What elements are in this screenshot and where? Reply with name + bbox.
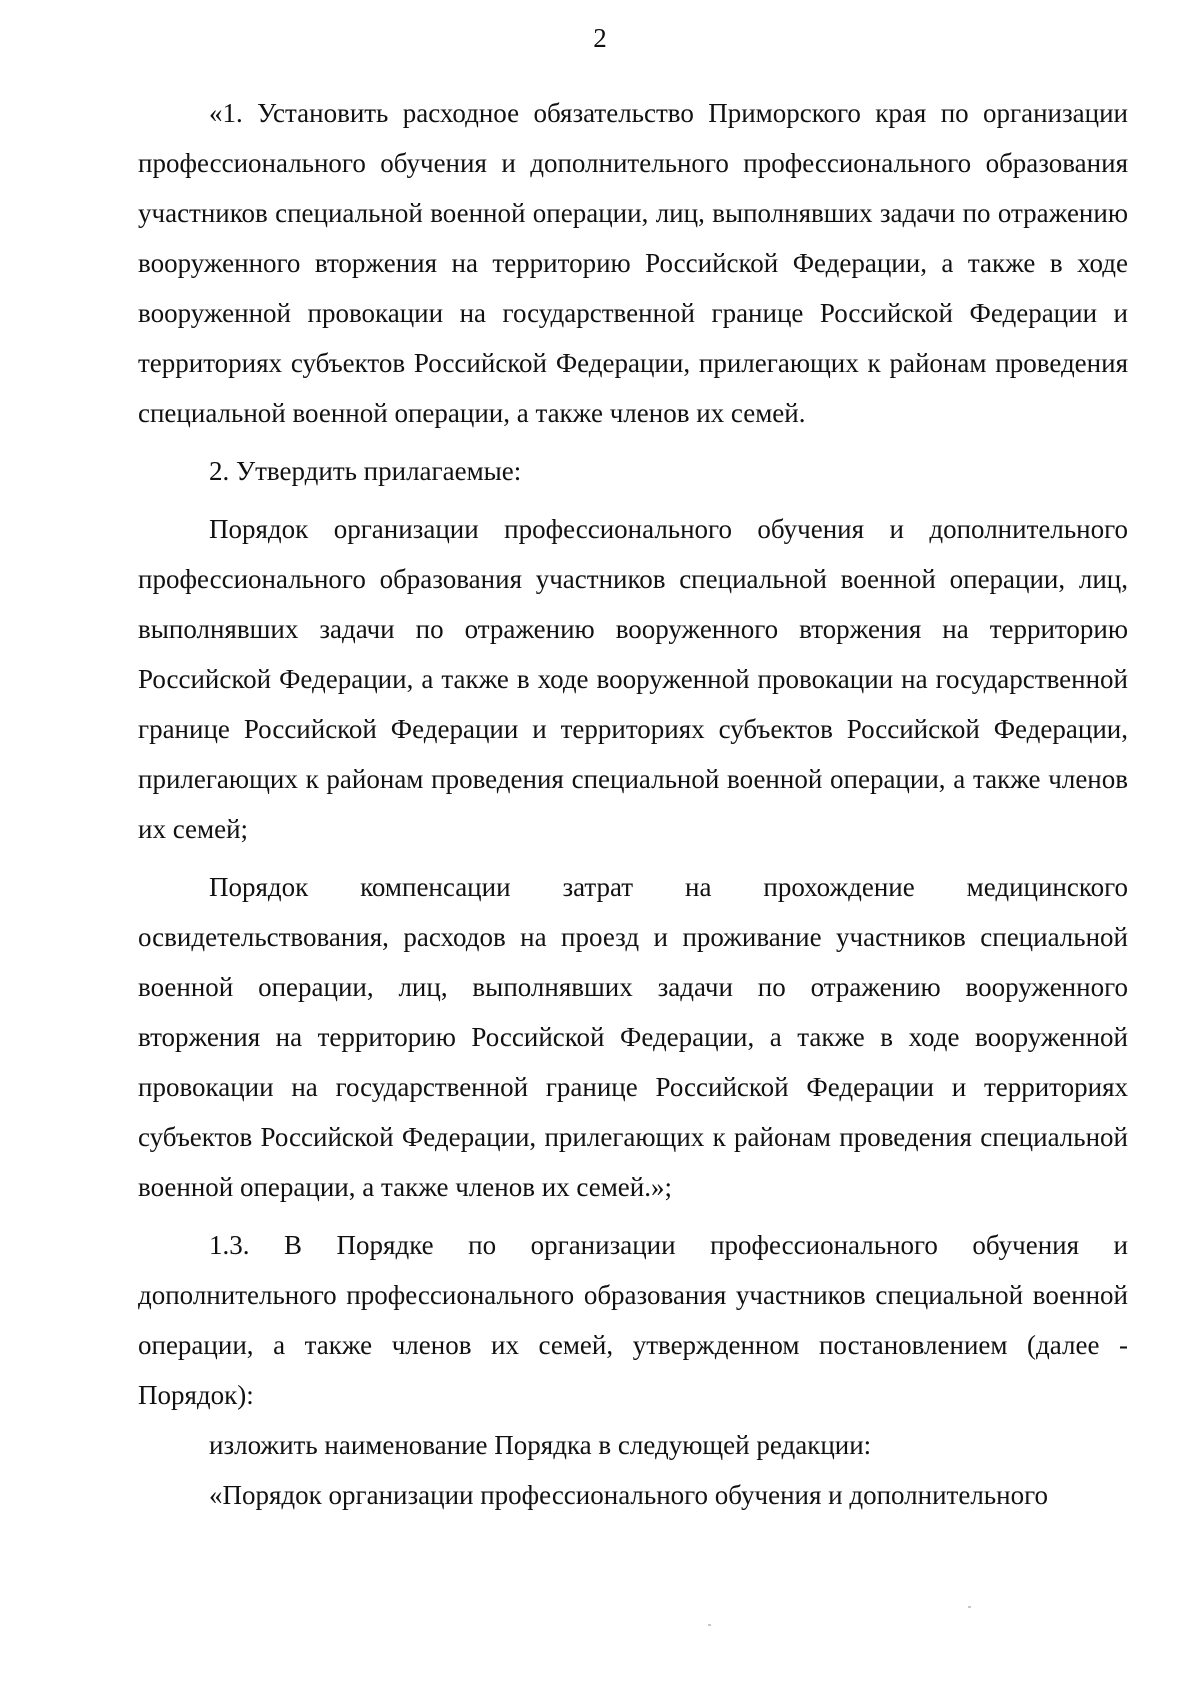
document-body bbox=[138, 88, 1128, 1520]
scan-artifact-mark bbox=[708, 1624, 711, 1626]
scan-artifact-mark bbox=[968, 1606, 971, 1608]
paragraph-new-title-start: «Порядок организации профессионального обучения и дополнительного bbox=[209, 1480, 1048, 1510]
paragraph-compensation-procedure: Порядок компенсации затрат на прохождение медицинского освидетельствования, расходов на проезд и проживание участников специальной военной операции, лиц, выполнявших задачи по отражению вооруженного вторжения на территорию Российской Федерации, а также в ходе вооруженной провокации на государственной границе Российской Федерации и территориях субъектов Российской Федерации, прилегающих к районам проведения специальной военной операции, а также членов их семей.»; bbox=[138, 872, 1128, 1202]
paragraph-item-1-3-amendment: 1.3. В Порядке по организации профессионального обучения и дополнительного профессионального образования участников специальной военной операции, а также членов их семей, утвержденном постановлением (далее - Порядок): bbox=[138, 1230, 1128, 1410]
paragraph-rename-instruction: изложить наименование Порядка в следующей редакции: bbox=[209, 1430, 872, 1460]
paragraph-item-1-expenditure-obligation: «1. Установить расходное обязательство Приморского края по организации профессионального обучения и дополнительного профессионального образования участников специальной военной операции, лиц, выполнявших задачи по отражению вооруженного вторжения на территорию Российской Федерации, а также в ходе вооруженной провокации на государственной границе Российской Федерации и территориях субъектов Российской Федерации, прилегающих к районам проведения специальной военной операции, а также членов их семей. bbox=[138, 98, 1128, 428]
page-number: 2 bbox=[593, 23, 607, 53]
paragraph-item-2-approve: 2. Утвердить прилагаемые: bbox=[209, 456, 522, 486]
paragraph-training-procedure: Порядок организации профессионального обучения и дополнительного профессионального образования участников специальной военной операции, лиц, выполнявших задачи по отражению вооруженного вторжения на территорию Российской Федерации, а также в ходе вооруженной провокации на государственной границе Российской Федерации и территориях субъектов Российской Федерации, прилегающих к районам проведения специальной военной операции, а также членов их семей; bbox=[138, 514, 1128, 844]
